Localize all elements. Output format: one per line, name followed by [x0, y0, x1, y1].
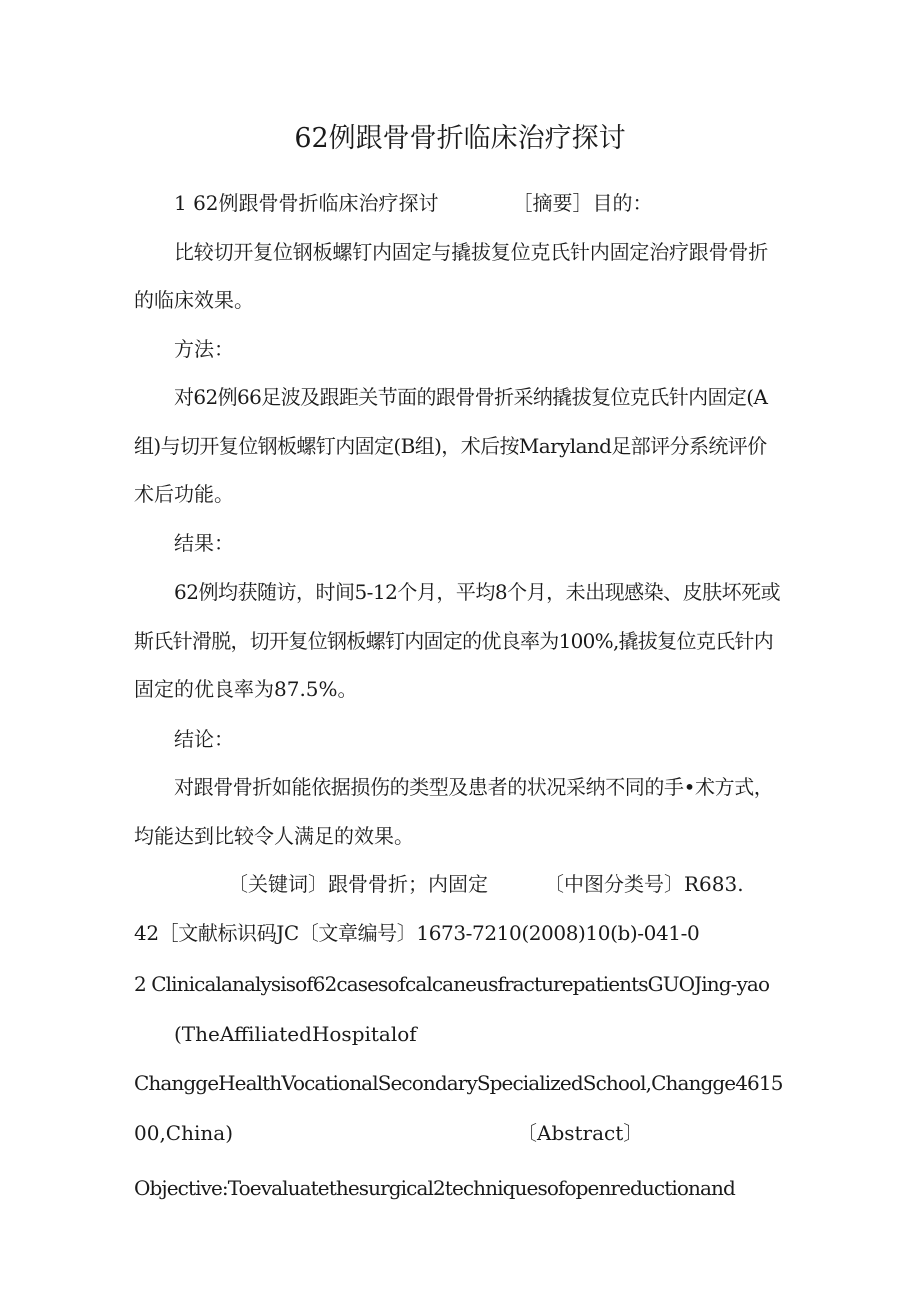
affiliation-line: ChanggeHealthVocationalSecondarySpecializedSchool,Changge4615: [134, 1071, 783, 1095]
text-line: Objective:Toevaluatethesurgical2techniquesofopenreductionand: [134, 1176, 735, 1200]
text-line: 组)与切开复位钢板螺钉内固定(B组)，术后按Maryland足部评分系统评价: [134, 434, 767, 458]
text-line: 术后功能。: [134, 482, 234, 506]
text-line: 对62例66足波及跟距关节面的跟骨骨折采纳撬拔复位克氏针内固定(A: [174, 385, 768, 409]
page-title: 62例跟骨骨折临床治疗探讨: [294, 123, 626, 154]
text-line: [174, 188, 834, 218]
text-line: [134, 1118, 794, 1148]
affiliation-line: (TheAffiliatedHospitalof: [174, 1022, 417, 1046]
text-line: 斯氏针滑脱，切开复位钢板螺钉内固定的优良率为100%,撬拔复位克氏针内: [134, 629, 774, 653]
section-heading: 1 62例跟骨骨折临床治疗探讨: [174, 191, 439, 215]
text-line: 对跟骨骨折如能依据损伤的类型及患者的状况采纳不同的手•术方式，: [174, 775, 774, 799]
abstract-label: ［摘要］目的：: [512, 191, 653, 215]
subheading-conclusion: 结论：: [174, 727, 234, 751]
keywords: 〔关键词〕跟骨骨折；内固定: [228, 872, 488, 896]
english-title-line: 2 Clinicalanalysisof62casesofcalcaneusfracturepatientsGUOJing-yao: [134, 972, 770, 996]
text-line: 比较切开复位钢板螺钉内固定与撬拔复位克氏针内固定治疗跟骨骨折: [174, 240, 768, 264]
abstract-heading-en: 〔Abstract〕: [517, 1121, 644, 1145]
text-line: 的临床效果。: [134, 288, 254, 312]
classification-number: 〔中图分类号〕R683.: [544, 872, 744, 896]
text-line: 42［文献标识码JC〔文章编号〕1673-7210(2008)10(b)-041-0: [134, 921, 700, 945]
subheading-result: 结果：: [174, 531, 234, 555]
text-line: 均能达到比较令人满足的效果。: [134, 824, 414, 848]
affiliation-country: 00,China): [134, 1121, 233, 1145]
keywords-line: [228, 869, 788, 899]
text-line: 62例均获随访，时间5-12个月，平均8个月，未出现感染、皮肤坏死或: [174, 580, 781, 604]
subheading-method: 方法：: [174, 337, 234, 361]
text-line: 固定的优良率为87.5%。: [134, 677, 358, 701]
